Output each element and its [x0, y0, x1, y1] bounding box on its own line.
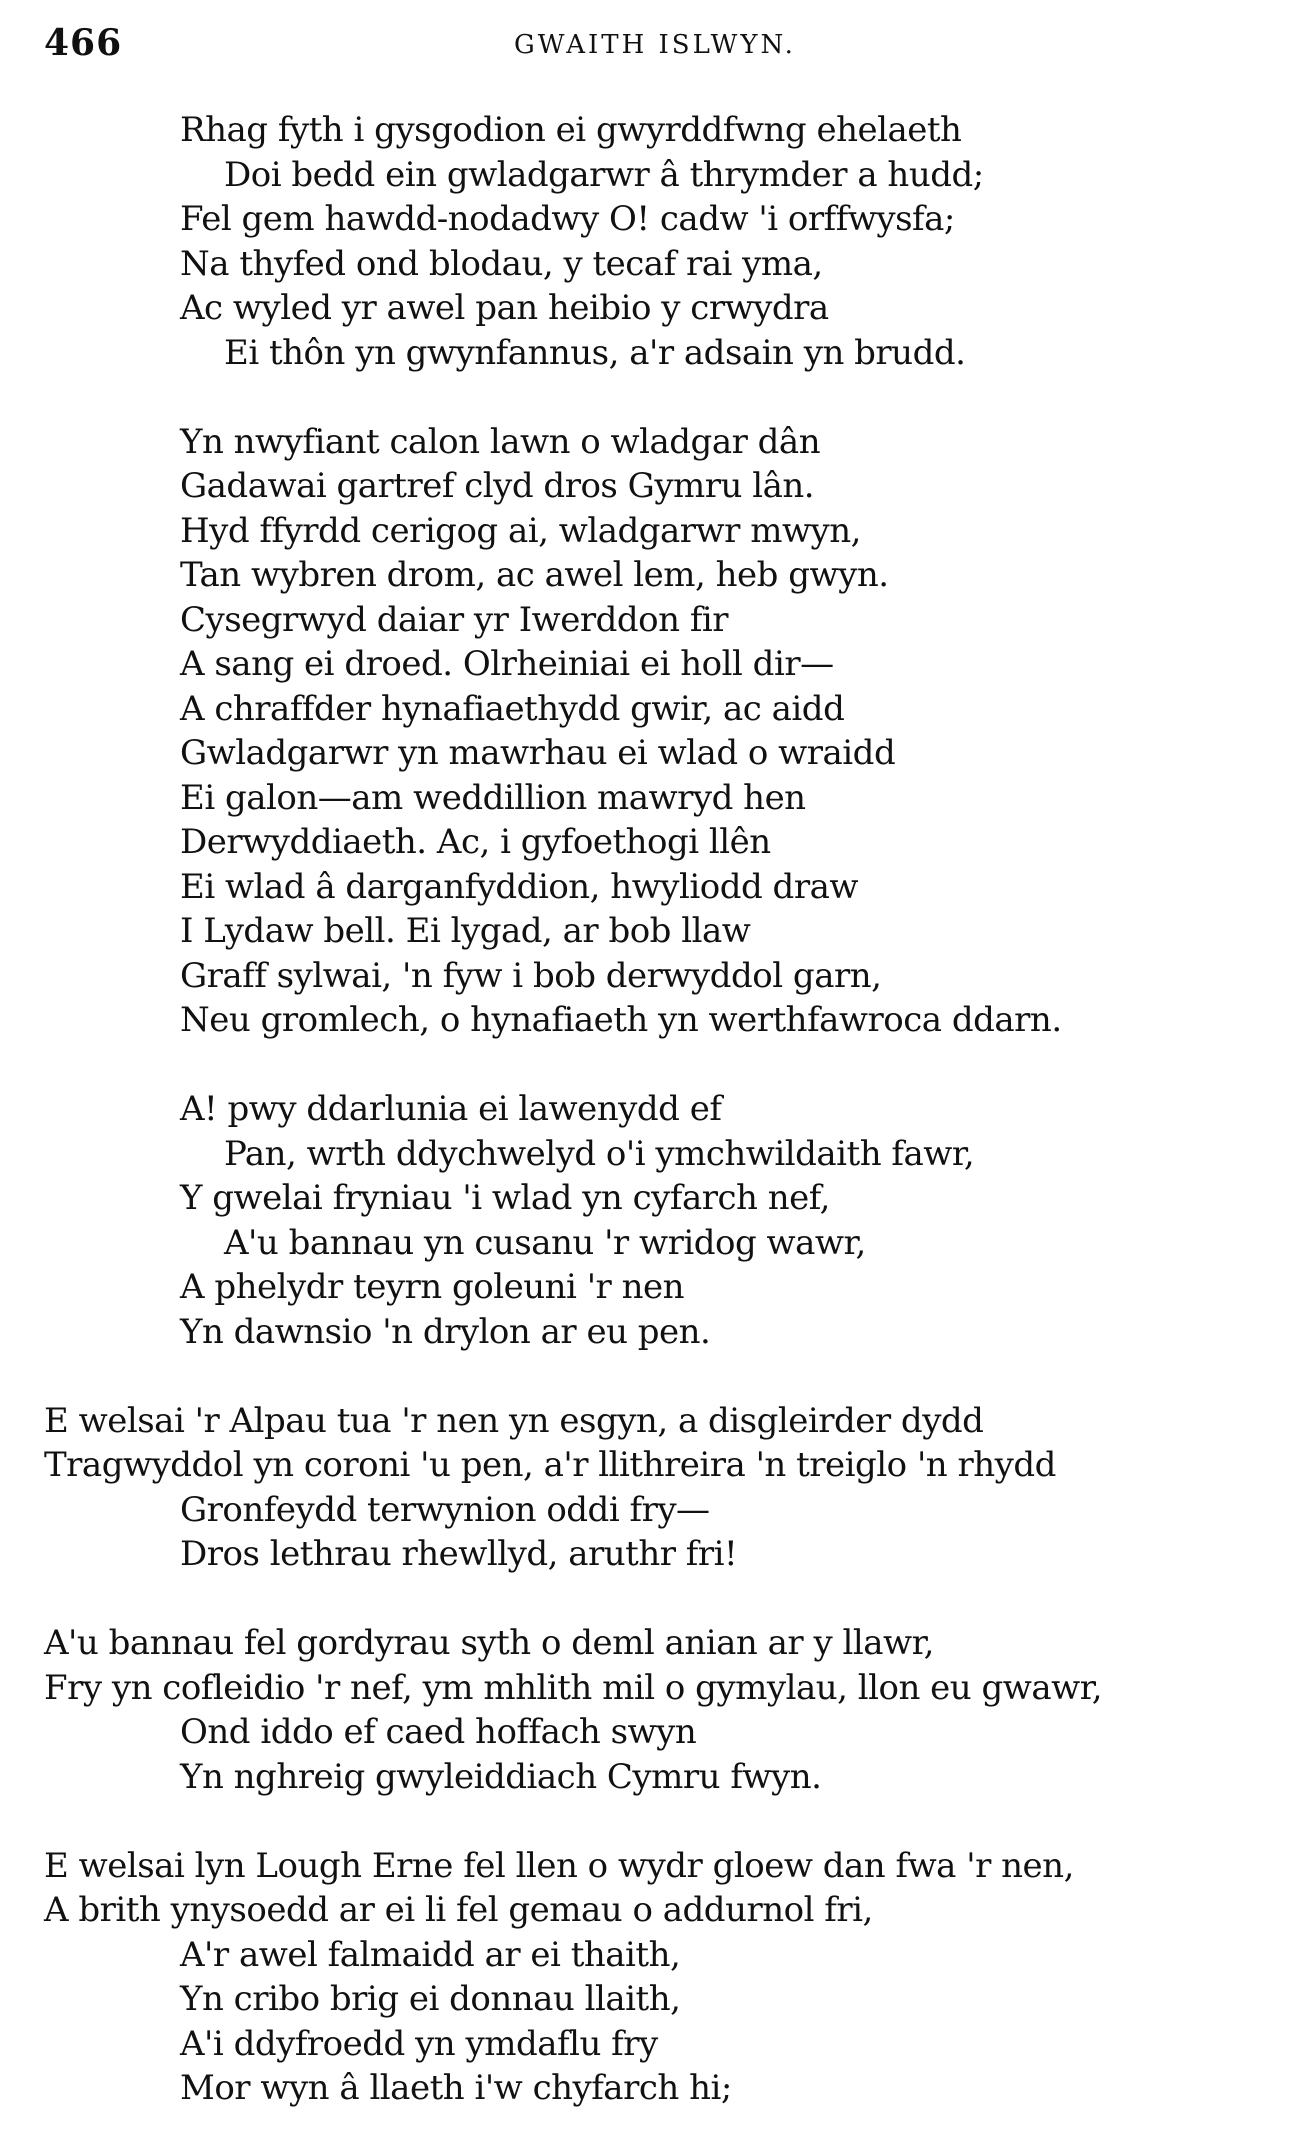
poem-line: A sang ei droed. Olrheiniai ei holl dir—	[180, 644, 834, 684]
poem-line: Yn dawnsio 'n drylon ar eu pen.	[180, 1311, 711, 1352]
poem-line: Gronfeydd terwynion oddi fry—	[180, 1489, 710, 1530]
stanza	[44, 1087, 1284, 1354]
poem-line: A brith ynysoedd ar ei li fel gemau o addurnol fri,	[44, 1890, 873, 1930]
poem-line: A'i ddyfroedd yn ymdaflu fry	[180, 2023, 658, 2064]
page-number: 466	[44, 22, 123, 64]
stanza	[44, 108, 1284, 375]
poem-line: A'r awel falmaidd ar ei thaith,	[180, 1934, 681, 1975]
poem-line: Yn nwyfiant calon lawn o wladgar dân	[180, 421, 821, 462]
poem-line: Graff sylwai, 'n fyw i bob derwyddol garn,	[180, 955, 882, 996]
stanza-gap	[44, 1799, 1284, 1844]
poem-line: A phelydr teyrn goleuni 'r nen	[180, 1267, 685, 1307]
stanza	[44, 1621, 1284, 1799]
poem-line: Ei wlad â darganfyddion, hwyliodd draw	[180, 866, 858, 907]
poem-body	[44, 108, 1284, 2111]
poem-line: A'u bannau fel gordyrau syth o deml anian ar y llawr,	[44, 1623, 934, 1663]
poem-line: Fel gem hawdd-nodadwy O! cadw 'i orffwysfa;	[180, 199, 955, 239]
poem-line: Doi bedd ein gwladgarwr â thrymder a hudd;	[224, 154, 984, 195]
poem-line: Cysegrwyd daiar yr Iwerddon fir	[180, 599, 729, 640]
poem-line: E welsai lyn Lough Erne fel llen o wydr gloew dan fwa 'r nen,	[44, 1845, 1074, 1886]
poem-line: Fry yn cofleidio 'r nef, ym mhlith mil o gymylau, llon eu gwawr,	[44, 1667, 1103, 1708]
poem-line: Y gwelai fryniau 'i wlad yn cyfarch nef,	[180, 1178, 830, 1218]
stanza-gap	[44, 1043, 1284, 1088]
poem-line: Gwladgarwr yn mawrhau ei wlad o wraidd	[180, 733, 896, 773]
poem-line: Ond iddo ef caed hoffach swyn	[180, 1712, 697, 1752]
page-header	[44, 22, 1274, 72]
poem-line: Tragwyddol yn coroni 'u pen, a'r llithreira 'n treiglo 'n rhydd	[44, 1445, 1056, 1485]
poem-line: Ac wyled yr awel pan heibio y crwydra	[180, 288, 829, 328]
poem-line: Gadawai gartref clyd dros Gymru lân.	[180, 466, 815, 506]
poem-line: I Lydaw bell. Ei lygad, ar bob llaw	[180, 911, 751, 951]
poem-line: Hyd ffyrdd cerigog ai, wladgarwr mwyn,	[180, 510, 861, 551]
poem-line: Ei galon—am weddillion mawryd hen	[180, 777, 806, 818]
poem-line: Derwyddiaeth. Ac, i gyfoethogi llên	[180, 822, 771, 862]
stanza	[44, 420, 1284, 1043]
poem-line: Pan, wrth ddychwelyd o'i ymchwildaith fawr,	[224, 1133, 975, 1174]
poem-line: A chraffder hynafiaethydd gwir, ac aidd	[180, 688, 845, 729]
poem-line: Dros lethrau rhewllyd, aruthr fri!	[180, 1534, 738, 1574]
poem-line: Yn cribo brig ei donnau llaith,	[180, 1979, 681, 2019]
stanza-gap	[44, 1577, 1284, 1622]
poem-line: Yn nghreig gwyleiddiach Cymru fwyn.	[180, 1756, 822, 1797]
poem-line: Rhag fyth i gysgodion ei gwyrddfwng ehelaeth	[180, 110, 962, 150]
poem-line: E welsai 'r Alpau tua 'r nen yn esgyn, a disgleirder dydd	[44, 1400, 984, 1441]
running-title: GWAITH ISLWYN.	[514, 30, 796, 60]
poem-line: Mor wyn â llaeth i'w chyfarch hi;	[180, 2068, 732, 2108]
stanza	[44, 1844, 1284, 2111]
stanza-gap	[44, 375, 1284, 420]
poem-line: Neu gromlech, o hynafiaeth yn werthfawroca ddarn.	[180, 1000, 1062, 1040]
stanza	[44, 1399, 1284, 1577]
poem-line: Na thyfed ond blodau, y tecaf rai yma,	[180, 243, 823, 284]
poem-line: Tan wybren drom, ac awel lem, heb gwyn.	[180, 555, 889, 595]
poem-line: A'u bannau yn cusanu 'r wridog wawr,	[224, 1222, 866, 1263]
poem-line: Ei thôn yn gwynfannus, a'r adsain yn brudd.	[224, 332, 966, 373]
poem-line: A! pwy ddarlunia ei lawenydd ef	[180, 1089, 722, 1129]
stanza-gap	[44, 1354, 1284, 1399]
